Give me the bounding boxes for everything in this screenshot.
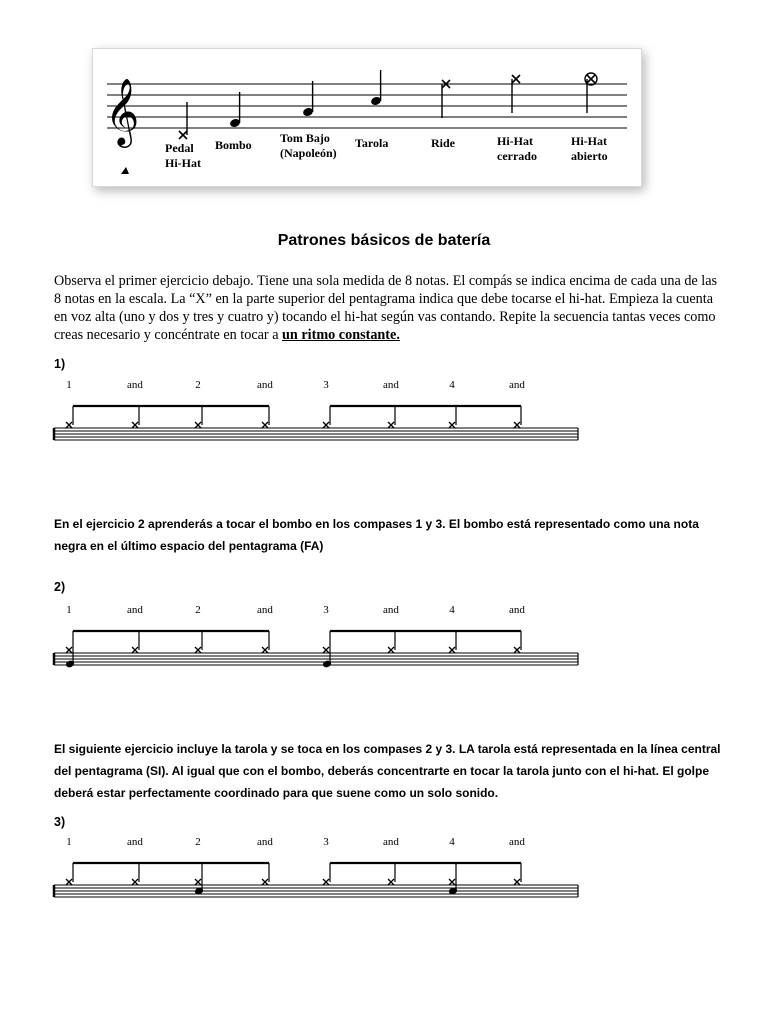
- hihat-note: [323, 631, 330, 653]
- count-label: and: [383, 379, 399, 391]
- hihat-note: [323, 863, 330, 885]
- hihat-note: [449, 406, 456, 428]
- exercise-1-counts: [0, 379, 768, 395]
- key-label: Tarola: [355, 136, 389, 150]
- hihat-note: [132, 631, 139, 653]
- key-note: [229, 92, 241, 128]
- hihat-note: [195, 631, 202, 653]
- count-label: and: [383, 836, 399, 848]
- exercise-1-label: 1): [54, 357, 66, 371]
- hihat-note: [449, 863, 456, 885]
- hihat-note: [66, 631, 73, 653]
- count-label: 4: [449, 604, 455, 616]
- count-label: 4: [449, 836, 455, 848]
- exercise-1-staff: [0, 396, 768, 456]
- exercise-3-label: 3): [54, 815, 66, 829]
- treble-clef-icon: 𝄞: [105, 77, 140, 145]
- count-label: 3: [323, 379, 329, 391]
- hihat-note: [195, 406, 202, 428]
- count-label: 1: [66, 604, 72, 616]
- exercise-2-counts: [0, 604, 768, 620]
- page-title: Patrones básicos de batería: [277, 232, 491, 249]
- count-label: 1: [66, 379, 72, 391]
- count-label: 3: [323, 604, 329, 616]
- count-label: and: [257, 604, 273, 616]
- count-label: 4: [449, 379, 455, 391]
- drum-key-card: [92, 48, 642, 187]
- key-note: [179, 102, 187, 139]
- hihat-note: [514, 863, 521, 885]
- hihat-note: [388, 863, 395, 885]
- key-label: Hi-Hat: [165, 156, 201, 170]
- count-label: 3: [323, 836, 329, 848]
- count-label: 2: [195, 604, 201, 616]
- key-label: Hi-Hat: [497, 134, 533, 148]
- key-note: [585, 73, 597, 113]
- hihat-note: [66, 863, 73, 885]
- exercise-3-instructions: El siguiente ejercicio incluye la tarola y se toca en los compases 2 y 3. LA tarola está representada en la línea central del pentagrama (SI). Al igual que con el bombo, deberás concentrarte en tocar la tarola junto con el hi-hat. El golpe deberá estar perfectamente coordinado para que suene como un solo sonido.: [54, 742, 721, 800]
- key-label: Pedal: [165, 141, 194, 155]
- count-label: 1: [66, 836, 72, 848]
- count-label: and: [127, 379, 143, 391]
- key-label: Hi-Hat: [571, 134, 607, 148]
- hihat-note: [262, 406, 269, 428]
- count-label: and: [383, 604, 399, 616]
- exercise-3-staff: [0, 853, 768, 913]
- hihat-note: [195, 863, 202, 885]
- key-note: [512, 75, 520, 113]
- key-note: [442, 80, 450, 118]
- hihat-note: [262, 863, 269, 885]
- exercise-3-counts: [0, 836, 768, 852]
- key-note: [370, 70, 382, 106]
- count-label: and: [257, 836, 273, 848]
- intro-text: Observa el primer ejercicio debajo. Tiene una sola medida de 8 notas. El compás se indica encima de cada una de las 8 notas en la escala. La “X” en la parte superior del pentagrama indica que debe tocarse el hi-hat. Empieza la cuenta en voz alta (uno y dos y tres y cuatro y) tocando el hi-hat según vas contando. Repite la secuencia tantas veces como creas necesario y concéntrate en tocar a: [54, 273, 718, 343]
- intro-emphasis: un ritmo constante.: [282, 327, 400, 343]
- hihat-note: [262, 631, 269, 653]
- key-label: Tom Bajo: [280, 131, 330, 145]
- hihat-note: [388, 631, 395, 653]
- count-label: 2: [195, 836, 201, 848]
- count-label: and: [509, 379, 525, 391]
- hihat-note: [66, 406, 73, 428]
- clef-tail-icon: [121, 167, 129, 174]
- hihat-note: [132, 863, 139, 885]
- count-label: and: [127, 604, 143, 616]
- key-label: (Napoleón): [280, 146, 337, 160]
- count-label: and: [509, 836, 525, 848]
- hihat-note: [514, 631, 521, 653]
- hihat-note: [449, 631, 456, 653]
- key-label: Bombo: [215, 138, 252, 152]
- key-note: [302, 81, 314, 117]
- drum-key-staff: [93, 49, 641, 186]
- count-label: and: [509, 604, 525, 616]
- intro-paragraph: [54, 272, 726, 344]
- hihat-note: [388, 406, 395, 428]
- count-label: and: [127, 836, 143, 848]
- hihat-note: [323, 406, 330, 428]
- key-label: cerrado: [497, 149, 537, 163]
- exercise-2-staff: [0, 621, 768, 681]
- count-label: and: [257, 379, 273, 391]
- hihat-note: [514, 406, 521, 428]
- hihat-note: [132, 406, 139, 428]
- exercise-2-instructions: En el ejercicio 2 aprenderás a tocar el bombo en los compases 1 y 3. El bombo está representado como una nota negra en el último espacio del pentagrama (FA): [54, 517, 699, 553]
- exercise-2-label: 2): [54, 580, 66, 594]
- count-label: 2: [195, 379, 201, 391]
- key-label: Ride: [431, 136, 455, 150]
- key-label: abierto: [571, 149, 608, 163]
